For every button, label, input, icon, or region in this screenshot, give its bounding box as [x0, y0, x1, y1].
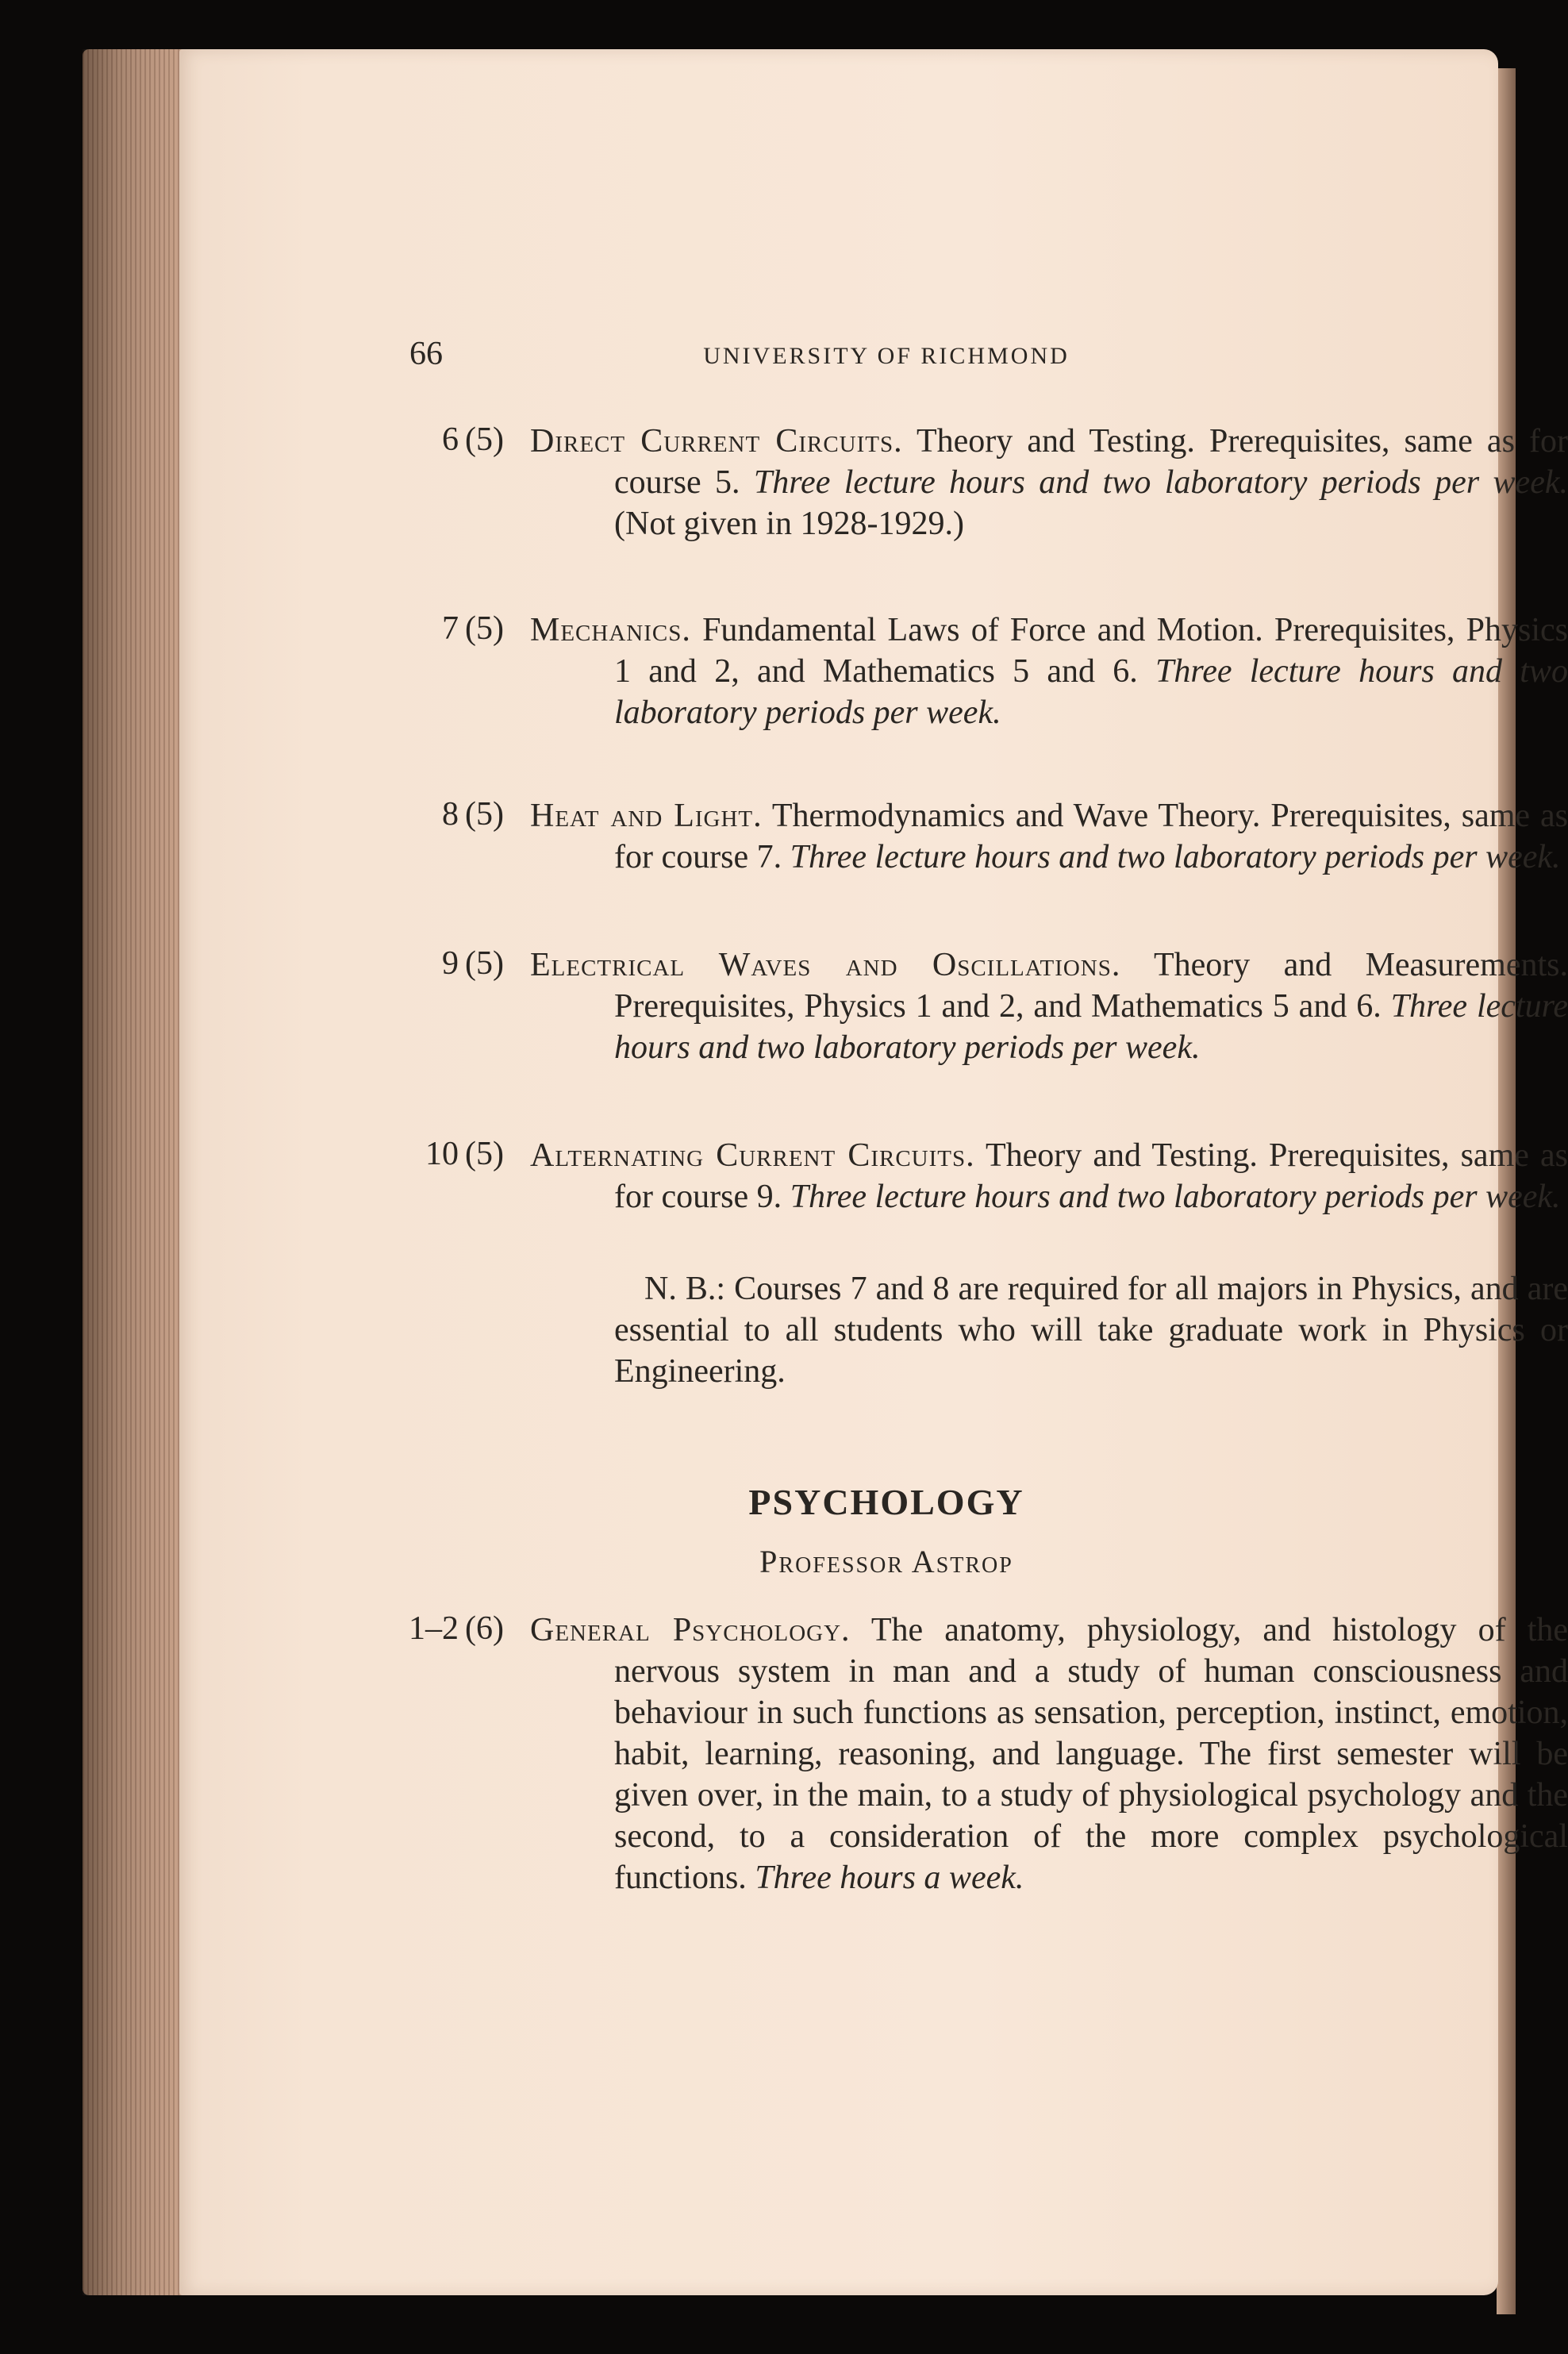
course-credits: (5)	[465, 945, 504, 982]
course-number: 10	[425, 1136, 459, 1172]
course-description	[530, 610, 1568, 733]
course-credits: (5)	[465, 421, 504, 458]
course-desc-text: Theory and Measurements. Prerequisites, Physics 1 and 2, and Mathematics 5 and 6.	[614, 947, 1568, 1025]
section-heading: PSYCHOLOGY	[748, 1482, 1024, 1522]
course-hours: Three lecture hours and two laboratory periods per week.	[614, 653, 1568, 731]
course-note: (Not given in 1928-1929.)	[614, 506, 964, 542]
course-desc-text: Theory and Testing. Prerequisites, same as for course 9.	[614, 1137, 1568, 1215]
course-hours: Three lecture hours and two laboratory periods per week.	[790, 1179, 1561, 1215]
running-head	[179, 335, 1498, 375]
course-number: 6	[442, 421, 459, 458]
course-description	[530, 1610, 1568, 1898]
course-title: Alternating Current Circuits.	[530, 1137, 975, 1174]
course-desc-text: Fundamental Laws of Force and Motion. Prerequisites, Physics 1 and 2, and Mathematics 5 and 6.	[614, 612, 1568, 690]
course-description	[530, 1135, 1568, 1217]
course-desc-text: The anatomy, physiology, and histology of the nervous system in man and a study of human consciousness and behaviour in such functions as sensation, perception, instinct, emotion, habit, learning, reasoning, and language. The first semester will be given over, in the main, to a study of physiological psychology and the second, to a consideration of the more complex psychological functions.	[614, 1612, 1568, 1896]
course-hours: Three lecture hours and two laboratory periods per week.	[753, 464, 1568, 501]
course-number: 8	[442, 796, 459, 833]
course-title: Heat and Light.	[530, 798, 763, 834]
nb-note: N. B.: Courses 7 and 8 are required for all majors in Physics, and are essential to all students who will take graduate work in Physics or Engineering.	[614, 1271, 1568, 1390]
course-number: 9	[442, 945, 459, 982]
course-hours: Three lecture hours and two laboratory periods per week.	[790, 839, 1561, 875]
course-description	[530, 795, 1568, 878]
course-desc-text: Thermodynamics and Wave Theory. Prerequisites, same as for course 7.	[614, 798, 1568, 875]
book-page-edges	[83, 49, 186, 2295]
book-page	[179, 49, 1568, 2295]
course-description	[530, 421, 1568, 544]
course-title: Direct Current Circuits.	[530, 423, 903, 460]
course-hours: Three lecture hours and two laboratory periods per week.	[614, 988, 1568, 1066]
course-number: 7	[442, 610, 459, 647]
page-number: 66	[409, 336, 443, 372]
professor-name: Professor Astrop	[759, 1544, 1013, 1579]
running-title: UNIVERSITY OF RICHMOND	[703, 343, 1070, 369]
course-title: General Psychology.	[530, 1612, 851, 1648]
course-title: Electrical Waves and Oscillations.	[530, 947, 1121, 983]
course-hours: Three hours a week.	[755, 1860, 1024, 1896]
course-credits: (6)	[465, 1610, 504, 1647]
course-title: Mechanics.	[530, 612, 691, 648]
course-credits: (5)	[465, 796, 504, 833]
course-number: 1–2	[409, 1610, 459, 1647]
course-description	[530, 944, 1568, 1068]
course-credits: (5)	[465, 610, 504, 647]
course-credits: (5)	[465, 1136, 504, 1172]
course-desc-text: Theory and Testing. Prerequisites, same as for course 5.	[614, 423, 1568, 501]
